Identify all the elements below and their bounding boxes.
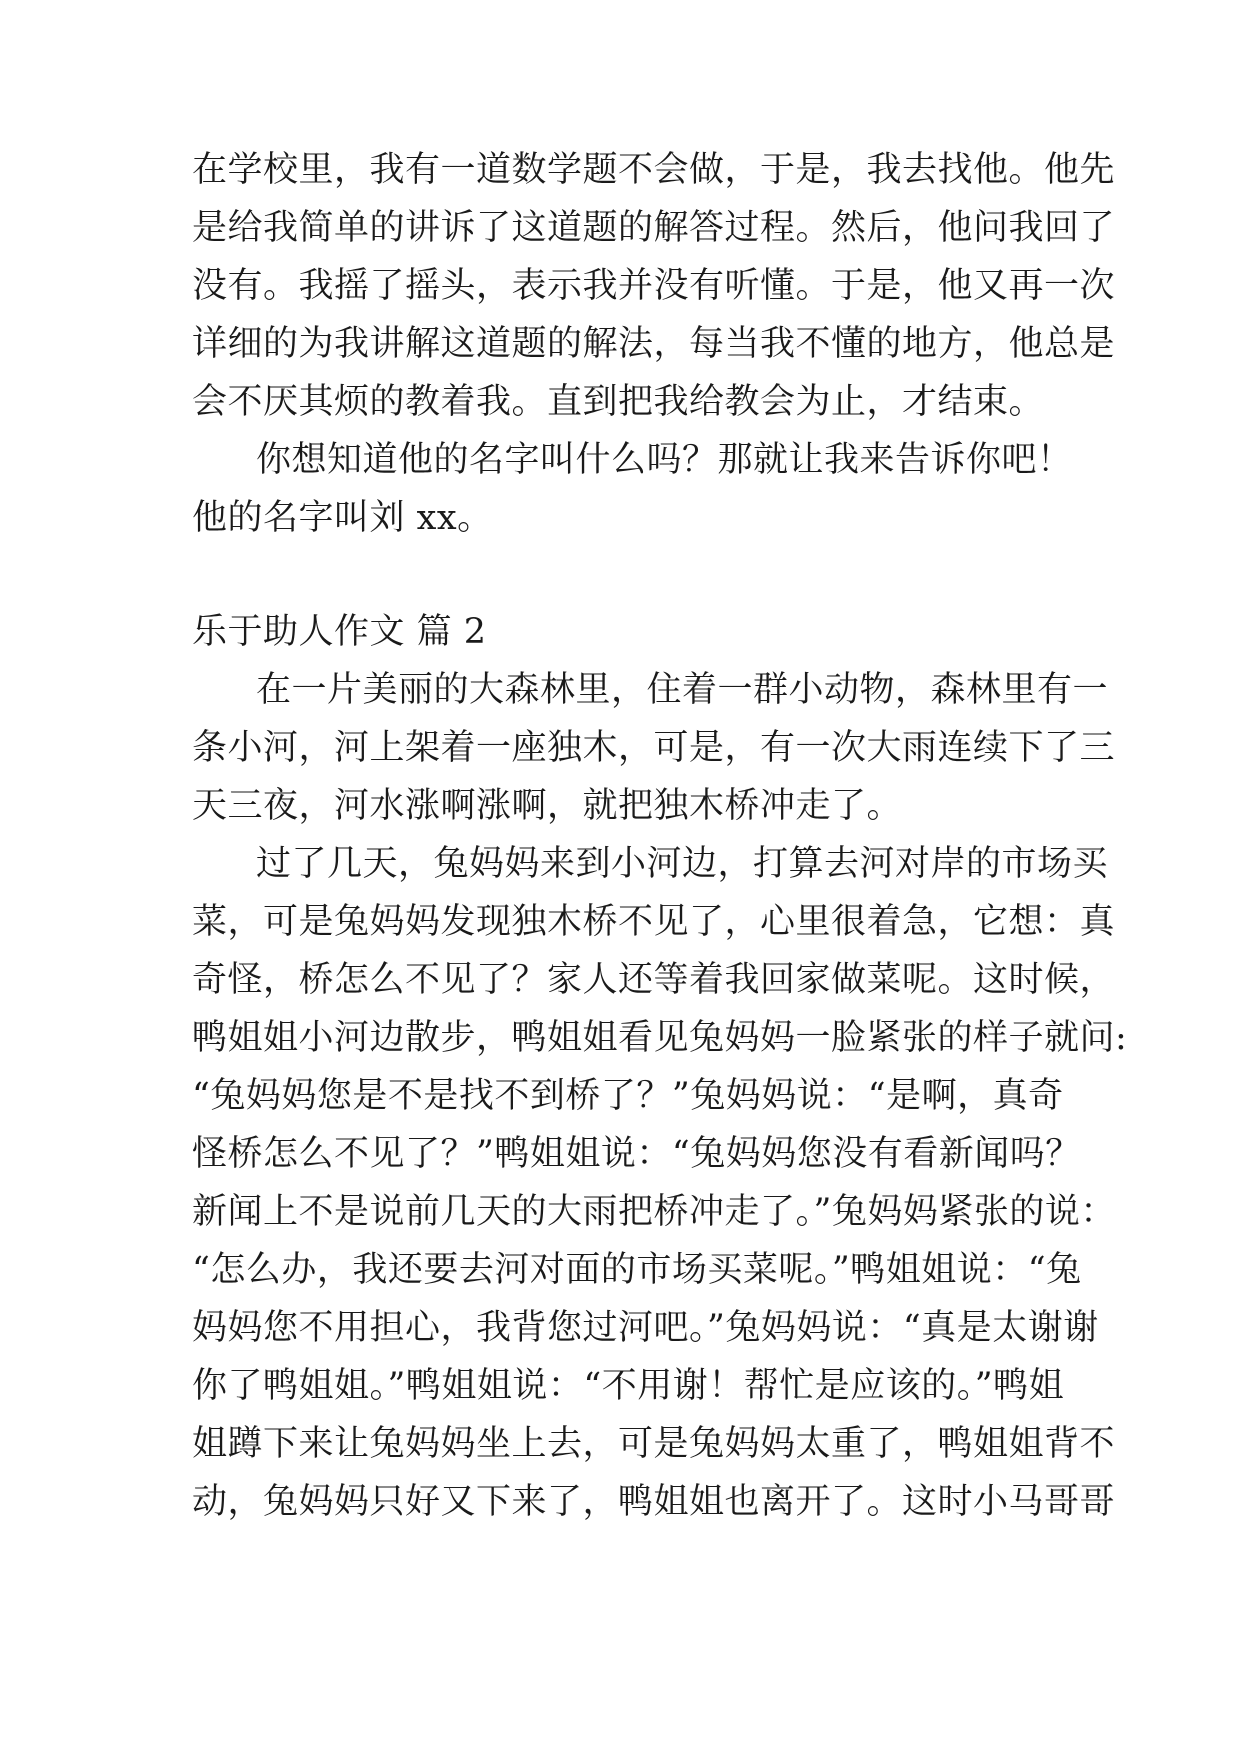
text-line: 在学校里，我有一道数学题不会做，于是，我去找他。他先 [192,150,1116,190]
text-line: 怪桥怎么不见了？”鸭姐姐说：“兔妈妈您没有看新闻吗？ [192,1134,1081,1174]
text-line: 动，兔妈妈只好又下来了，鸭姐姐也离开了。这时小马哥哥 [192,1482,1116,1522]
text-line: 你想知道他的名字叫什么吗？那就让我来告诉你吧！ [256,440,1073,480]
text-line: 天三夜，河水涨啊涨啊，就把独木桥冲走了。 [192,786,903,826]
text-line: 没有。我摇了摇头，表示我并没有听懂。于是，他又再一次 [192,266,1116,306]
section-heading: 乐于助人作文 篇 2 [192,612,487,652]
text-line: 是给我简单的讲诉了这道题的解答过程。然后，他问我回了 [192,208,1116,248]
text-line: 鸭姐姐小河边散步，鸭姐姐看见兔妈妈一脸紧张的样子就问: [192,1018,1128,1058]
text-line: 会不厌其烦的教着我。直到把我给教会为止，才结束。 [192,382,1045,422]
text-line: “怎么办，我还要去河对面的市场买菜呢。”鸭姐姐说：“兔 [192,1250,1082,1290]
text-line: 姐蹲下来让兔妈妈坐上去，可是兔妈妈太重了，鸭姐姐背不 [192,1424,1116,1464]
text-line: 菜，可是兔妈妈发现独木桥不见了，心里很着急，它想：真 [192,902,1116,942]
text-line: 详细的为我讲解这道题的解法，每当我不懂的地方，他总是 [192,324,1116,364]
text-line: 你了鸭姐姐。”鸭姐姐说：“不用谢！帮忙是应该的。”鸭姐 [192,1366,1065,1406]
text-line: 过了几天，兔妈妈来到小河边，打算去河对岸的市场买 [256,844,1109,884]
text-line: 在一片美丽的大森林里，住着一群小动物，森林里有一 [256,670,1109,710]
text-line: 妈妈您不用担心，我背您过河吧。”兔妈妈说：“真是太谢谢 [192,1308,1099,1348]
text-line: 奇怪，桥怎么不见了？家人还等着我回家做菜呢。这时候， [192,960,1116,1000]
text-line: 他的名字叫刘 xx。 [192,498,493,538]
text-line: 新闻上不是说前几天的大雨把桥冲走了。”兔妈妈紧张的说： [192,1192,1116,1232]
text-line: 条小河，河上架着一座独木，可是，有一次大雨连续下了三 [192,728,1116,768]
text-line: “兔妈妈您是不是找不到桥了？”兔妈妈说：“是啊，真奇 [192,1076,1064,1116]
